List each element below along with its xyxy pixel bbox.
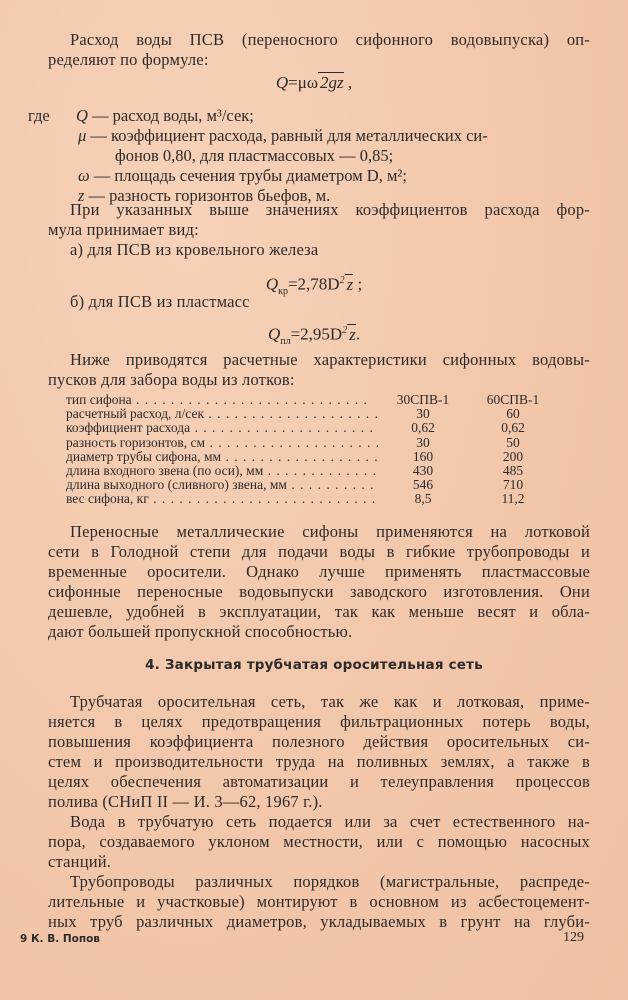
definitions-intro: где (28, 106, 50, 125)
page-number: 129 (563, 930, 584, 945)
cell-60spv: 11,2 (501, 491, 525, 507)
text-line: Расход воды ПСВ (переносного сифонного водовыпуска) оп- (70, 30, 590, 49)
formula-end: ; (353, 274, 363, 294)
text-line: полива (СНиП II — И. 3—62, 1967 г.). (48, 792, 323, 811)
cell-60spv: 50 (506, 434, 520, 450)
cell-30spv: 30 (416, 434, 430, 450)
formula-root: z (346, 274, 354, 294)
text-line: стем и производительности труда на поливных землях, а также в (48, 752, 590, 771)
cell-60spv: 485 (502, 462, 524, 478)
table-row (66, 478, 586, 492)
text-line: Вода в трубчатую сеть подается или за счет естественного на- (70, 812, 590, 831)
formula-rhs: =2,95D (290, 324, 343, 344)
definition-item (115, 146, 393, 166)
text-line: Ниже приводятся расчетные характеристики сифонных водовы- (70, 350, 590, 369)
formula-subscript: кр (278, 286, 288, 298)
cell-60spv: 200 (502, 448, 524, 464)
text-line: няется в целях предотвращения фильтрационных потерь воды, (48, 712, 590, 731)
formula-rhs: =2,78D (287, 274, 340, 294)
cell-60spv: 0,62 (501, 420, 525, 436)
formula-superscript: 2 (342, 325, 348, 336)
row-label: тип сифона . . . (66, 393, 378, 407)
formula-b (0, 320, 628, 353)
definition-symbol: z (78, 186, 85, 205)
text-line: ределяют по формуле: (48, 50, 209, 69)
formula-root: z (349, 324, 356, 344)
cell-30spv: 30СПВ-1 (396, 392, 450, 407)
table-row (66, 436, 586, 450)
table-row (66, 450, 586, 464)
siphon-characteristics-table (66, 393, 586, 507)
text-line: дешевле, удобней в эксплуатации, так как меньше весят и обла- (48, 602, 590, 621)
text-line: Трубопроводы различных порядков (магистральные, распреде- (70, 872, 590, 891)
text-line: пусков для забора воды из лотков: (48, 370, 295, 389)
text-line: станций. (48, 852, 112, 871)
definition-symbol: ω (78, 166, 90, 185)
formula-lhs: Q (265, 274, 279, 294)
text-line: дают большей пропускной способностью. (48, 622, 353, 641)
formula-lhs: Q (267, 324, 281, 344)
text-line: лительные и участковые) монтируют в основном из асбестоцемент- (48, 892, 590, 911)
text-line: ных труб различных диаметров, укладываемых в грунт на глуби- (48, 912, 590, 931)
definition-item (76, 106, 254, 126)
formula-main: Q=μω 2gz , (275, 73, 353, 92)
definition-item (78, 166, 407, 186)
row-label: разность горизонтов, см . . . (66, 436, 378, 450)
row-label: диаметр трубы сифона, мм . . . (66, 450, 378, 464)
row-label: расчетный расход, л/сек . . . (66, 407, 378, 421)
text-line: целях обеспечения автоматизации и телеуправления процессов (48, 772, 590, 791)
section-heading: 4. Закрытая трубчатая оросительная сеть (145, 657, 483, 673)
cell-60spv: 60 (506, 406, 520, 422)
text-line: пора, создаваемого уклоном местности, или с помощью насосных (48, 832, 590, 851)
row-label: вес сифона, кг . . . (66, 492, 378, 506)
cell-30spv: 8,5 (414, 491, 432, 507)
formula-end: . (355, 324, 361, 344)
formula-subscript: пл (280, 336, 291, 348)
text-line: Переносные металлические сифоны применяются на лотковой (70, 522, 590, 541)
cell-60spv: 710 (502, 477, 524, 493)
cell-30spv: 160 (412, 448, 434, 464)
cell-30spv: 430 (412, 462, 434, 478)
text-line: сети в Голодной степи для подачи воды в гибкие трубопроводы и (48, 542, 590, 561)
case-a-label: а) для ПСВ из кровельного железа (70, 240, 319, 259)
cell-60spv: 60СПВ-1 (486, 392, 540, 407)
text-line: Трубчатая оросительная сеть, так же как и лотковая, приме- (70, 692, 590, 711)
definition-text: — площадь сечения трубы диаметром D, м²; (93, 166, 407, 185)
definition-item (78, 126, 598, 146)
text-line: сифонные переносные водовыпуски заводского изготовления. Они (48, 582, 590, 601)
definition-symbol: μ (78, 126, 87, 145)
text-line: мула принимает вид: (48, 220, 199, 239)
table-row (66, 492, 586, 506)
text-line: временные оросители. Однако лучше применять пластмассовые (48, 562, 590, 581)
cell-30spv: 0,62 (411, 420, 435, 436)
row-label: длина входного звена (по оси), мм . . . (66, 464, 378, 478)
row-label: коэффициент расхода . . . (66, 421, 378, 435)
cell-30spv: 546 (412, 477, 434, 493)
definition-text: — коэффициент расхода, равный для металлических си- (90, 126, 488, 145)
cell-30spv: 30 (416, 406, 430, 422)
definition-symbol: Q (76, 106, 88, 125)
footer-signature: 9 К. В. Попов (20, 933, 100, 945)
formula-superscript: 2 (339, 275, 345, 286)
text-line: При указанных выше значениях коэффициентов расхода фор- (70, 200, 590, 219)
definition-text: — расход воды, м³/сек; (92, 106, 254, 125)
text-line: повышения коэффициента полезного действия оросительных си- (48, 732, 590, 751)
case-b-label: б) для ПСВ из пластмасс (70, 292, 250, 311)
table-row (66, 421, 586, 435)
definition-text: — разность горизонтов бьефов, м. (88, 186, 331, 205)
row-label: длина выходного (сливного) звена, мм . . . (66, 478, 378, 492)
definition-text: фонов 0,80, для пластмассовых — 0,85; (115, 146, 394, 165)
table-row (66, 393, 586, 407)
table-row (66, 407, 586, 421)
table-row (66, 464, 586, 478)
